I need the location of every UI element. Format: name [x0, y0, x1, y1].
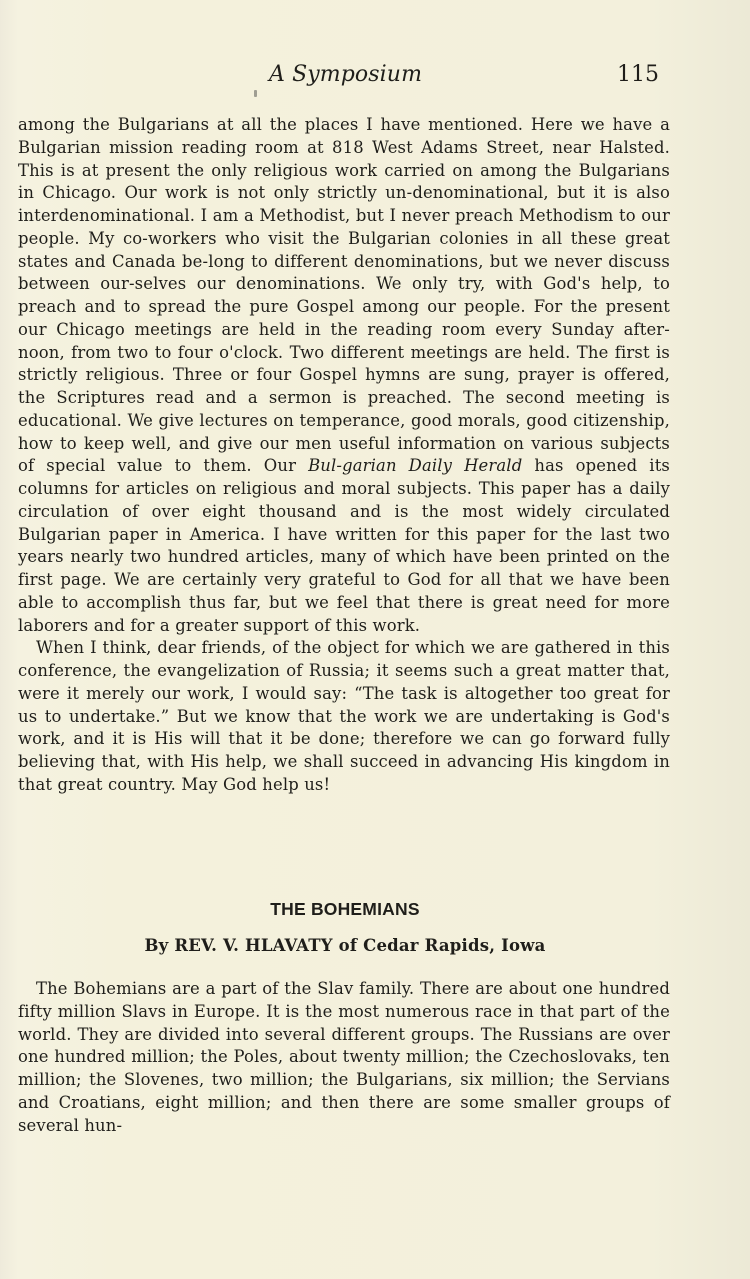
page-header [0, 62, 750, 94]
newspaper-title: Bul-garian Daily Herald [308, 456, 523, 476]
section-byline: By REV. V. HLAVATY of Cedar Rapids, Iowa [144, 936, 546, 955]
closing-paragraph: When I think, dear friends, of the object for which we are gathered in this conference, the evangelization of Russia; it seems such a great matter that, were it merely our work, I would say: “The task is altogether too great for us to undertake.” But we know that the work we are undertaking is God's work, and it is His will that it be done; therefore we can go forward fully believing that, with His help, we shall succeed in advancing His kingdom in that great country. May God help us! [18, 638, 670, 794]
section-text [18, 978, 670, 1137]
printer-mark [254, 90, 257, 97]
section-paragraph: The Bohemians are a part of the Slav family. There are about one hundred fifty million Slavs in Europe. It is the most numerous race in that part of the world. They are divided into several different groups. The Russians are over one hundred million; the Poles, about twenty million; the Czechoslovaks, ten million; the Slovenes, two million; the Bulgarians, six million; the Servians and Croatians, eight million; and then there are some smaller groups of several hun- [18, 979, 670, 1135]
paragraph-text-after-title: has opened its columns for articles on religious and moral subjects. This paper has a daily circulation of over eight thousand and is the most widely circulated Bulgarian paper in America. I have written for this paper for the last two years nearly two hundred articles, many of which have been printed on the first page. We are certainly very grateful to God for all that we have been able to accomplish thus far, but we feel that there is great need for more laborers and for a greater support of this work. [18, 456, 670, 635]
paragraph-text-before-title: among the Bulgarians at all the places I have mentioned. Here we have a Bulgarian mission reading room at 818 West Adams Street, near Halsted. This is at present the only religious work carried on among the Bulgarians in Chicago. Our work is not only strictly un-denominational, but it is also interdenominational. I am a Methodist, but I never preach Methodism to our people. My co-workers who visit the Bulgarian colonies in all these great states and Canada be-long to different denominations, but we never discuss between our-selves our denominations. We only try, with God's help, to preach and to spread the pure Gospel among our people. For the present our Chicago meetings are held in the reading room every Sunday after-noon, from two to four o'clock. Two different meetings are held. The first is strictly religious. Three or four Gospel hymns are sung, prayer is offered, the Scriptures read and a sermon is preached. The second meeting is educational. We give lectures on temperance, good morals, good citizenship, how to keep well, and give our men useful information on various subjects of special value to them. Our [18, 115, 670, 476]
running-title: A Symposium [269, 62, 423, 87]
page-number: 115 [617, 62, 659, 87]
section-title: THE BOHEMIANS [270, 899, 420, 919]
paragraph-continuation [18, 114, 670, 637]
main-text [18, 114, 670, 797]
